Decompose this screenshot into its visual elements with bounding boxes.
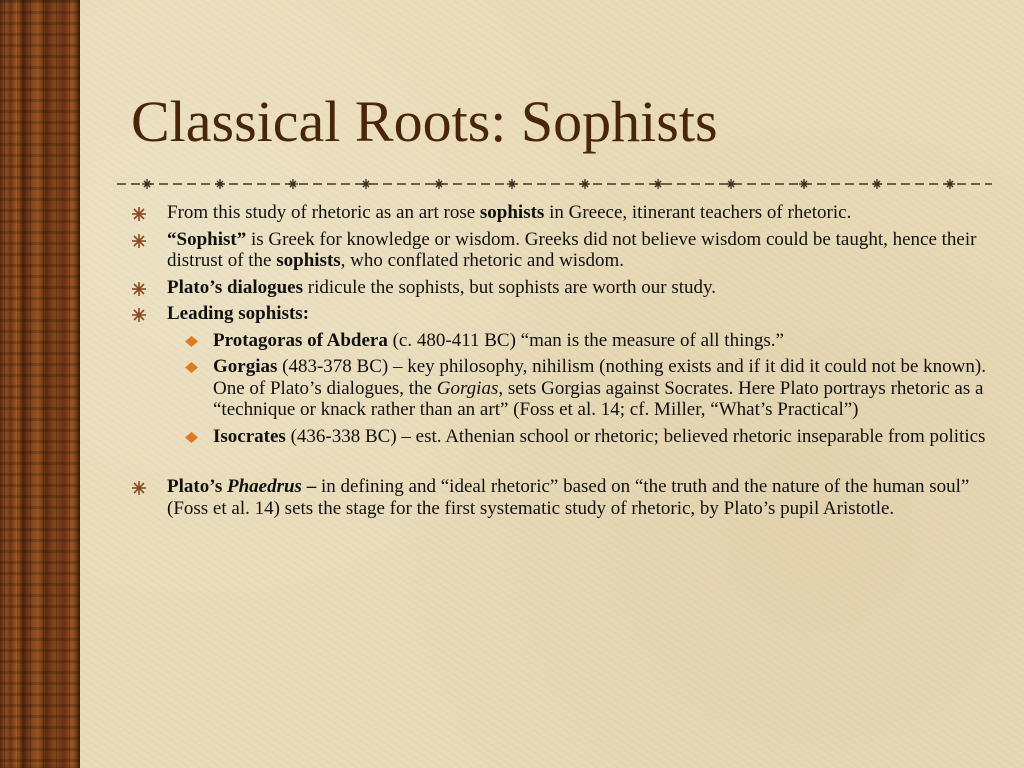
- bullet-text: (483-378 BC) – key philosophy, nihilism (nothing exists and if it did it could not be known). One of Plato’s dialogues, the: [213, 356, 986, 399]
- divider-ornament: [215, 179, 225, 189]
- bullet-item: [128, 303, 988, 325]
- wood-border: [0, 0, 80, 768]
- divider-ornament: [142, 179, 152, 189]
- divider-ornament: [507, 179, 517, 189]
- bullet-text: From this study of rhetoric as an art rose: [167, 202, 480, 223]
- bullet-item: [128, 277, 988, 299]
- star-burst-icon: [131, 307, 147, 323]
- divider-ornament: [288, 179, 298, 189]
- bullet-text-italic: Gorgias: [436, 377, 499, 399]
- star-burst-icon: [131, 206, 147, 222]
- bullet-text: , who conflated rhetoric and wisdom.: [340, 250, 625, 271]
- sub-bullet-item: [128, 330, 988, 352]
- sub-bullet-item: [128, 426, 988, 448]
- bullet-text-bold: Gorgias: [213, 356, 278, 377]
- bullet-text: is Greek for knowledge or wisdom. Greeks did not believe wisdom could be taught, hence their distrust of the: [167, 228, 977, 271]
- bullet-text-bold: sophists: [479, 202, 545, 223]
- divider-ornament: [726, 179, 736, 189]
- bullet-item: [128, 229, 988, 272]
- bullet-text-bold: Plato’s: [167, 476, 227, 497]
- star-burst-icon: [131, 233, 147, 249]
- bullet-item: [128, 476, 988, 519]
- bullet-text-bold: –: [301, 476, 317, 497]
- diamond-icon: [185, 432, 198, 443]
- bullet-text-bold: Protagoras of Abdera: [213, 329, 388, 351]
- diamond-icon: [185, 362, 198, 373]
- divider-ornament: [361, 179, 371, 189]
- bullet-text: ridicule the sophists, but sophists are worth our study.: [303, 276, 717, 298]
- bullet-text-bold: “Sophist”: [167, 228, 247, 250]
- slide-title: Classical Roots: Sophists: [131, 89, 718, 154]
- bullet-text: , sets Gorgias against Socrates. Here Plato portrays rhetoric as a “technique or knack rather than an art” (Foss et al. 14; cf. Miller, “What’s Practical”): [213, 377, 984, 420]
- divider-ornament: [653, 179, 663, 189]
- bullet-text-bold: Plato’s dialogues: [167, 276, 303, 298]
- bullet-text-bold-italic: Phaedrus: [226, 476, 302, 497]
- divider-ornament: [872, 179, 882, 189]
- divider-ornament: [945, 179, 955, 189]
- bullet-text-bold: Leading sophists:: [167, 303, 310, 324]
- decorative-divider: [117, 178, 992, 190]
- divider-ornament: [799, 179, 809, 189]
- bullet-text-bold: sophists: [276, 250, 341, 271]
- star-burst-icon: [131, 281, 147, 297]
- bullet-text: (436-338 BC) – est. Athenian school or rhetoric; believed rhetoric inseparable from politics: [285, 425, 986, 447]
- bullet-text: in defining and “ideal rhetoric” based on “the truth and the nature of the human soul” (Foss et al. 14) sets the stage for the first systematic study of rhetoric, by Plato’s pupil Aristotle.: [167, 476, 970, 519]
- bullet-text: (c. 480-411 BC) “man is the measure of all things.”: [387, 329, 784, 351]
- spacer: [128, 452, 988, 476]
- sub-bullet-item: [128, 356, 988, 421]
- divider-ornament: [580, 179, 590, 189]
- star-burst-icon: [131, 480, 147, 496]
- bullet-text-bold: Isocrates: [213, 425, 286, 447]
- divider-ornament: [434, 179, 444, 189]
- bullet-item: [128, 202, 988, 224]
- diamond-icon: [185, 336, 198, 347]
- slide-content: [128, 202, 988, 524]
- bullet-text: in Greece, itinerant teachers of rhetoric.: [544, 202, 852, 223]
